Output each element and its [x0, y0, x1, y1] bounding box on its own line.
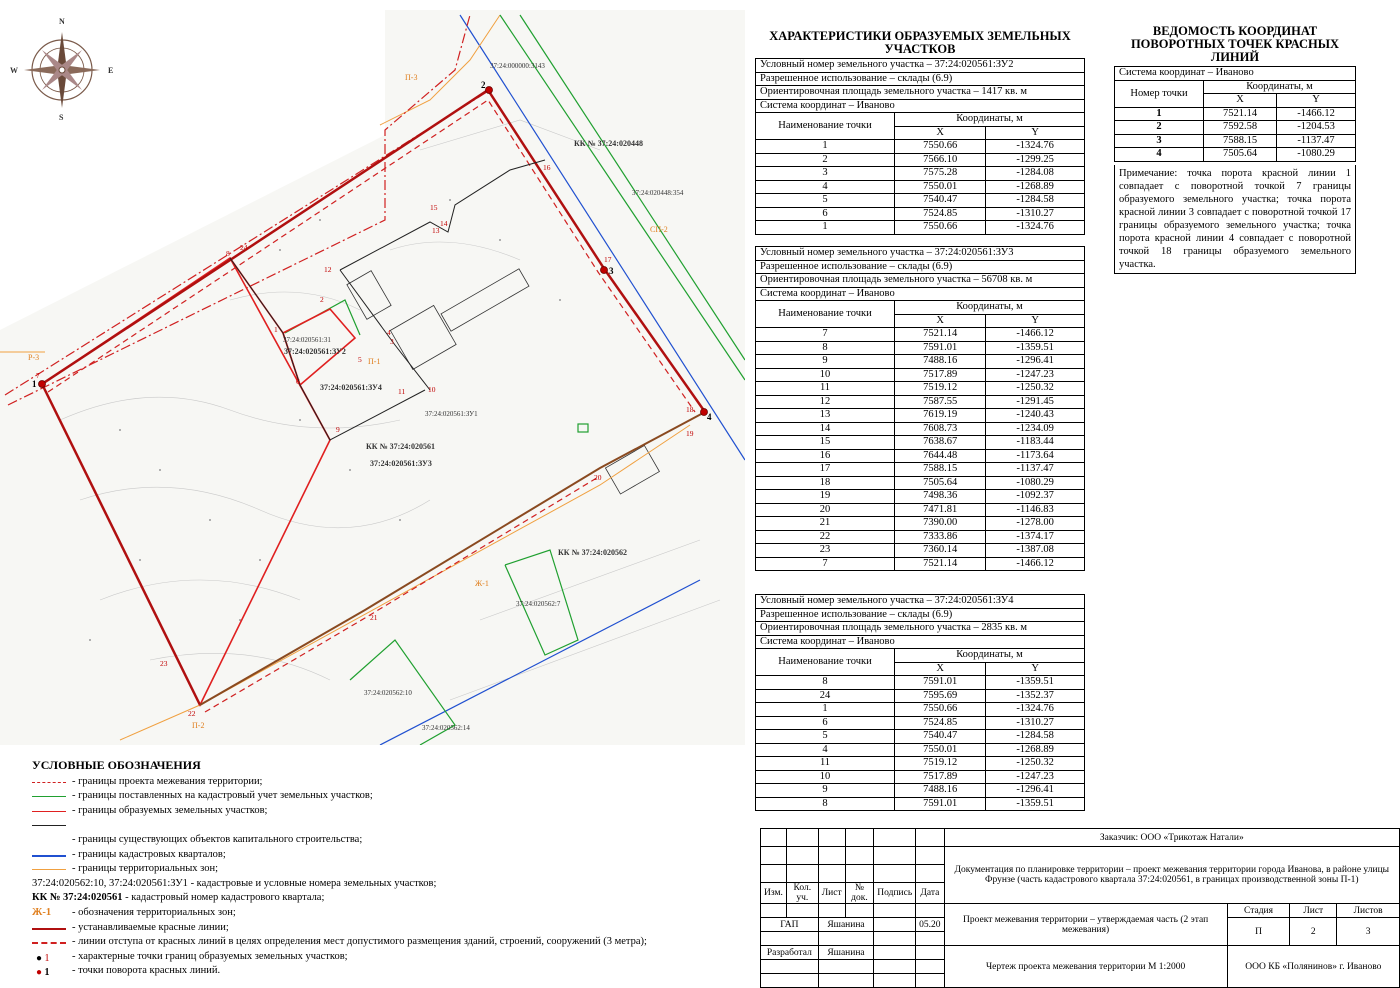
- table-cell-point: 11: [756, 382, 895, 396]
- table-cell-x: 7390.00: [895, 517, 986, 531]
- table-cell-y: -1137.47: [986, 463, 1085, 477]
- table-row: [756, 449, 1085, 463]
- table-cell-point: 16: [756, 449, 895, 463]
- table-cell-point: 2: [1115, 121, 1204, 135]
- table-cell-y: -1324.76: [986, 703, 1085, 717]
- table-cell-x: 7488.16: [895, 355, 986, 369]
- table3-parcel: Условный номер земельного участка – 37:24:020561:ЗУ4: [756, 595, 1085, 609]
- table-row: [756, 153, 1085, 167]
- svg-text:4: 4: [387, 328, 391, 337]
- table-cell-point: 10: [756, 368, 895, 382]
- table-cell-x: 7591.01: [895, 676, 986, 690]
- table-cell-point: 4: [1115, 148, 1204, 162]
- svg-text:E: E: [108, 66, 114, 75]
- stamp-h-date: Дата: [916, 883, 944, 904]
- table-cell-x: 7591.01: [895, 341, 986, 355]
- table-row: [756, 341, 1085, 355]
- table-row: [756, 395, 1085, 409]
- table3-system: Система координат – Иваново: [756, 635, 1085, 649]
- table2-system: Система координат – Иваново: [756, 287, 1085, 301]
- table-cell-x: 7471.81: [895, 503, 986, 517]
- table-cell-y: -1247.23: [986, 770, 1085, 784]
- table-row: [756, 716, 1085, 730]
- table-cell-point: 4: [756, 743, 895, 757]
- legend-item-buildings: - границы существующих объектов капитального строительства;: [72, 833, 363, 845]
- table-cell-point: 14: [756, 422, 895, 436]
- table-cell-point: 3: [1115, 134, 1204, 148]
- table-cell-y: -1284.08: [986, 167, 1085, 181]
- legend-item-cad-numbers: 37:24:020562:10, 37:24:020561:ЗУ1 - кадастровые и условные номера земельных участков;: [32, 877, 437, 889]
- table1-system: Система координат – Иваново: [756, 99, 1085, 113]
- table-cell-y: -1324.76: [986, 221, 1085, 235]
- svg-text:15: 15: [430, 203, 438, 212]
- table-cell-point: 12: [756, 395, 895, 409]
- svg-text:S: S: [59, 113, 64, 122]
- table-row: [756, 328, 1085, 342]
- table1-area: Ориентировочная площадь земельного участка – 1417 кв. м: [756, 86, 1085, 100]
- label-p0000: 37:24:000000:3143: [490, 62, 545, 70]
- red-system: Система координат – Иваново: [1115, 67, 1356, 81]
- table-cell-x: 7588.15: [1204, 134, 1277, 148]
- table-row: [756, 743, 1085, 757]
- table-cell-point: 9: [756, 355, 895, 369]
- table-row: [1115, 134, 1356, 148]
- legend-item-project-boundary: - границы проекта межевания территории;: [32, 775, 752, 790]
- svg-text:3: 3: [390, 337, 394, 346]
- table-cell-x: 7644.48: [895, 449, 986, 463]
- legend-item-cadastral-parcels: - границы поставленных на кадастровый учет земельных участков;: [32, 789, 752, 804]
- stamp-document: Документация по планировке территории – проект межевания территории города Иванова, в районе улицы Фрунзе (часть кадастрового квартала 37:24:020561, в границах производственной зоны П-1): [944, 847, 1399, 904]
- stamp-stage: П: [1227, 918, 1290, 946]
- zone-zh1: Ж-1: [475, 579, 489, 588]
- stamp-org: ООО КБ «Полянинов» г. Иваново: [1227, 946, 1399, 988]
- legend-item-zones: - границы территориальных зон;: [32, 862, 752, 877]
- table-row: [756, 382, 1085, 396]
- table-cell-x: 7498.36: [895, 490, 986, 504]
- stamp-drawing: Чертеж проекта межевания территории М 1:2000: [944, 946, 1227, 988]
- table-cell-x: 7521.14: [895, 557, 986, 571]
- table-cell-point: 2: [756, 153, 895, 167]
- table-cell-y: -1234.09: [986, 422, 1085, 436]
- table-cell-x: 7505.64: [1204, 148, 1277, 162]
- table-cell-x: 7521.14: [895, 328, 986, 342]
- red-lines-note: Примечание: точка порота красной линии 1 совпадает с поворотной точкой 7 границы образуемого земельного участка; точка порота красной линии 3 совпадает с поворотной точкой 17 границы образуемого земельного участка; точка порота красной линии 4 совпадает с поворотной точкой 18 границы образуемого земельного участка.: [1114, 165, 1356, 274]
- svg-text:14: 14: [440, 219, 448, 228]
- table-cell-point: 19: [756, 490, 895, 504]
- table-cell-y: -1299.25: [986, 153, 1085, 167]
- table-row: [1115, 121, 1356, 135]
- label-zu3: 37:24:020561:ЗУ3: [370, 459, 432, 468]
- svg-text:6: 6: [296, 377, 300, 386]
- table-row: [756, 194, 1085, 208]
- table-cell-point: 10: [756, 770, 895, 784]
- table-row: [756, 557, 1085, 571]
- table-cell-x: 7550.66: [895, 140, 986, 154]
- table-row: [756, 180, 1085, 194]
- table-cell-y: -1359.51: [986, 676, 1085, 690]
- label-kk-020448: КК № 37:24:020448: [574, 139, 643, 148]
- zone-p2: П-2: [192, 721, 205, 730]
- table-cell-point: 5: [756, 730, 895, 744]
- label-p354: 37:24:020448:354: [632, 189, 684, 197]
- svg-text:12: 12: [324, 265, 332, 274]
- table-cell-point: 8: [756, 676, 895, 690]
- svg-text:2: 2: [320, 295, 324, 304]
- table-cell-x: 7550.66: [895, 221, 986, 235]
- table-cell-point: 4: [756, 180, 895, 194]
- table-cell-x: 7519.12: [895, 757, 986, 771]
- svg-text:W: W: [10, 66, 18, 75]
- table-cell-y: -1278.00: [986, 517, 1085, 531]
- table-cell-y: -1352.37: [986, 689, 1085, 703]
- table-cell-y: -1324.76: [986, 140, 1085, 154]
- stamp-sheets: 3: [1337, 918, 1400, 946]
- table-cell-y: -1247.23: [986, 368, 1085, 382]
- table1-col-y: Y: [986, 126, 1085, 140]
- svg-text:16: 16: [543, 163, 551, 172]
- table2-col-y: Y: [986, 314, 1085, 328]
- table-row: [756, 530, 1085, 544]
- svg-text:11: 11: [398, 387, 406, 396]
- table-cell-point: 6: [756, 207, 895, 221]
- table-cell-x: 7540.47: [895, 194, 986, 208]
- table-zu2: [755, 58, 1085, 235]
- svg-text:9: 9: [336, 425, 340, 434]
- legend-title: УСЛОВНЫЕ ОБОЗНАЧЕНИЯ: [32, 758, 201, 772]
- table-row: [756, 167, 1085, 181]
- table-cell-point: 13: [756, 409, 895, 423]
- table2-col-name: Наименование точки: [756, 301, 895, 328]
- table-cell-x: 7588.15: [895, 463, 986, 477]
- svg-text:22: 22: [188, 709, 196, 718]
- legend-item-formed-parcels: - границы образуемых земельных участков;: [32, 804, 752, 819]
- table-cell-y: -1291.45: [986, 395, 1085, 409]
- svg-text:2: 2: [481, 80, 486, 90]
- stamp-gap-date: 05.20: [916, 918, 944, 932]
- table-cell-y: -1374.17: [986, 530, 1085, 544]
- red-col-name: Номер точки: [1115, 80, 1204, 107]
- table-cell-y: -1250.32: [986, 382, 1085, 396]
- table-cell-y: -1466.12: [986, 557, 1085, 571]
- label-p210: 37:24:020562:10: [364, 689, 412, 697]
- stamp-sheet-h: Лист: [1290, 904, 1337, 918]
- table-cell-x: 7488.16: [895, 784, 986, 798]
- label-zu1: 37:24:020561:ЗУ1: [425, 410, 478, 418]
- table-cell-x: 7638.67: [895, 436, 986, 450]
- table-cell-point: 1: [756, 140, 895, 154]
- table-cell-point: 15: [756, 436, 895, 450]
- table-cell-x: 7521.14: [1204, 107, 1277, 121]
- stamp-customer: Заказчик: ООО «Трикотаж Натали»: [944, 829, 1399, 847]
- table-cell-y: -1359.51: [986, 797, 1085, 811]
- table2-col-coords: Координаты, м: [895, 301, 1085, 315]
- table-cell-x: 7550.01: [895, 743, 986, 757]
- table-row: [756, 490, 1085, 504]
- legend-item-points: ● 1 - характерные точки границ образуемых земельных участков;: [36, 950, 348, 964]
- legend-item-quarters: - границы кадастровых кварталов;: [32, 848, 752, 863]
- svg-text:23: 23: [160, 659, 168, 668]
- table-row: [756, 503, 1085, 517]
- legend-item-setback: - линии отступа от красных линий в целях определения мест допустимого размещения зданий, строений, сооружений (3 метра);: [32, 935, 752, 950]
- table-cell-x: 7360.14: [895, 544, 986, 558]
- table-cell-x: 7591.01: [895, 797, 986, 811]
- table-cell-point: 8: [756, 797, 895, 811]
- table-row: [756, 355, 1085, 369]
- svg-text:1: 1: [32, 379, 37, 389]
- table-cell-y: -1240.43: [986, 409, 1085, 423]
- stamp-h-list: Лист: [818, 883, 845, 904]
- table2-area: Ориентировочная площадь земельного участка – 56708 кв. м: [756, 274, 1085, 288]
- legend: [32, 758, 752, 979]
- table-cell-x: 7505.64: [895, 476, 986, 490]
- red-col-x: X: [1204, 94, 1277, 108]
- table-cell-x: 7619.19: [895, 409, 986, 423]
- stamp-sheet: 2: [1290, 918, 1337, 946]
- table-cell-point: 23: [756, 544, 895, 558]
- table-cell-y: -1092.37: [986, 490, 1085, 504]
- svg-text:4: 4: [707, 412, 712, 422]
- table-row: [1115, 148, 1356, 162]
- table2-col-x: X: [895, 314, 986, 328]
- zone-p3: П-3: [405, 73, 418, 82]
- svg-text:N: N: [59, 17, 65, 26]
- stamp-project: Проект межевания территории – утверждаемая часть (2 этап межевания): [944, 904, 1227, 946]
- stamp-dev-role: Разработал: [761, 946, 819, 960]
- table-cell-point: 1: [756, 221, 895, 235]
- table-cell-y: -1080.29: [1277, 148, 1356, 162]
- red-col-coords: Координаты, м: [1204, 80, 1356, 94]
- table1-col-x: X: [895, 126, 986, 140]
- zone-sp2: СП-2: [650, 225, 668, 234]
- table-cell-y: -1268.89: [986, 743, 1085, 757]
- table1-use: Разрешенное использование – склады (6.9): [756, 72, 1085, 86]
- table-cell-point: 1: [1115, 107, 1204, 121]
- table3-col-x: X: [895, 662, 986, 676]
- table3-use: Разрешенное использование – склады (6.9): [756, 608, 1085, 622]
- svg-text:7: 7: [36, 371, 40, 380]
- label-p31: 37:24:020561:31: [283, 336, 331, 344]
- table-cell-y: -1296.41: [986, 355, 1085, 369]
- table-row: [756, 770, 1085, 784]
- stamp-sheets-h: Листов: [1337, 904, 1400, 918]
- svg-text:8: 8: [226, 249, 230, 258]
- table-cell-y: -1310.27: [986, 207, 1085, 221]
- table1-parcel: Условный номер земельного участка – 37:24:020561:ЗУ2: [756, 59, 1085, 73]
- stamp-h-izm: Изм.: [761, 883, 787, 904]
- table1-col-name: Наименование точки: [756, 113, 895, 140]
- label-p214: 37:24:020562:14: [422, 724, 470, 732]
- table-cell-y: -1250.32: [986, 757, 1085, 771]
- table-cell-point: 5: [756, 194, 895, 208]
- table-cell-y: -1284.58: [986, 194, 1085, 208]
- table-cell-x: 7540.47: [895, 730, 986, 744]
- table-cell-y: -1080.29: [986, 476, 1085, 490]
- svg-text:20: 20: [594, 473, 602, 482]
- table-row: [756, 784, 1085, 798]
- title-block: [760, 828, 1400, 986]
- table-cell-point: 8: [756, 341, 895, 355]
- label-zu2: 37:24:020561:ЗУ2: [284, 347, 346, 356]
- table-cell-y: -1387.08: [986, 544, 1085, 558]
- svg-text:24: 24: [240, 243, 248, 252]
- label-kk-020562: КК № 37:24:020562: [558, 548, 627, 557]
- table-cell-y: -1146.83: [986, 503, 1085, 517]
- table1-title: ХАРАКТЕРИСТИКИ ОБРАЗУЕМЫХ ЗЕМЕЛЬНЫХ УЧАСТКОВ: [769, 29, 1071, 56]
- stamp-stage-h: Стадия: [1227, 904, 1290, 918]
- table-cell-x: 7550.01: [895, 180, 986, 194]
- table-cell-point: 7: [756, 557, 895, 571]
- red-col-y: Y: [1277, 94, 1356, 108]
- table-cell-point: 18: [756, 476, 895, 490]
- table-cell-y: -1137.47: [1277, 134, 1356, 148]
- table3-col-y: Y: [986, 662, 1085, 676]
- table-cell-point: 11: [756, 757, 895, 771]
- table-row: [756, 140, 1085, 154]
- table-row: [756, 476, 1085, 490]
- table3-col-name: Наименование точки: [756, 649, 895, 676]
- legend-item-kk: КК № 37:24:020561 - кадастровый номер кадастрового квартала;: [32, 892, 325, 904]
- table-cell-x: 7575.28: [895, 167, 986, 181]
- table-cell-y: -1183.44: [986, 436, 1085, 450]
- table-cell-x: 7517.89: [895, 368, 986, 382]
- stamp-h-sign: Подпись: [874, 883, 916, 904]
- table-zu3: [755, 246, 1085, 571]
- zone-r3: Р-3: [28, 353, 40, 362]
- survey-map: [0, 0, 745, 745]
- table2-parcel: Условный номер земельного участка – 37:24:020561:ЗУ3: [756, 247, 1085, 261]
- label-kk-020561: КК № 37:24:020561: [366, 442, 435, 451]
- red-lines-title: ВЕДОМОСТЬ КООРДИНАТ ПОВОРОТНЫХ ТОЧЕК КРАСНЫХ ЛИНИЙ: [1130, 24, 1340, 64]
- table-cell-point: 1: [756, 703, 895, 717]
- table-row: [756, 463, 1085, 477]
- legend-item-buildings-swatch: [32, 818, 752, 833]
- label-p27: 37:24:020562:7: [516, 600, 561, 608]
- svg-text:10: 10: [428, 385, 436, 394]
- table-cell-y: -1359.51: [986, 341, 1085, 355]
- svg-text:19: 19: [686, 429, 694, 438]
- table-cell-x: 7592.58: [1204, 121, 1277, 135]
- table-cell-point: 17: [756, 463, 895, 477]
- table-row: [756, 436, 1085, 450]
- table-row: [756, 797, 1085, 811]
- table-row: [756, 517, 1085, 531]
- stamp-h-doc: № док.: [845, 883, 874, 904]
- table-cell-x: 7519.12: [895, 382, 986, 396]
- table-row: [756, 368, 1085, 382]
- table-row: [756, 221, 1085, 235]
- red-lines-table: [1114, 66, 1356, 162]
- table-cell-point: 3: [756, 167, 895, 181]
- table2-use: Разрешенное использование – склады (6.9): [756, 260, 1085, 274]
- table3-area: Ориентировочная площадь земельного участка – 2835 кв. м: [756, 622, 1085, 636]
- table-cell-y: -1268.89: [986, 180, 1085, 194]
- table-cell-x: 7566.10: [895, 153, 986, 167]
- table-cell-y: -1466.12: [986, 328, 1085, 342]
- table1-col-coords: Координаты, м: [895, 113, 1085, 127]
- table-cell-y: -1173.64: [986, 449, 1085, 463]
- table-row: [756, 207, 1085, 221]
- table-cell-x: 7517.89: [895, 770, 986, 784]
- table-cell-y: -1204.53: [1277, 121, 1356, 135]
- table-cell-y: -1284.58: [986, 730, 1085, 744]
- table-cell-y: -1466.12: [1277, 107, 1356, 121]
- table-cell-x: 7524.85: [895, 207, 986, 221]
- legend-item-zone-codes: Ж-1 - обозначения территориальных зон;: [32, 906, 236, 918]
- table-row: [756, 422, 1085, 436]
- legend-item-red-lines: - устанавливаемые красные линии;: [32, 921, 752, 936]
- stamp-h-kol: Кол. уч.: [786, 883, 818, 904]
- table-cell-x: 7608.73: [895, 422, 986, 436]
- table3-col-coords: Координаты, м: [895, 649, 1085, 663]
- table-cell-x: 7524.85: [895, 716, 986, 730]
- label-zu4: 37:24:020561:ЗУ4: [320, 383, 382, 392]
- table-row: [756, 703, 1085, 717]
- legend-item-red-points: ● 1 - точки поворота красных линий.: [36, 965, 221, 979]
- svg-text:18: 18: [686, 405, 694, 414]
- table-cell-point: 22: [756, 530, 895, 544]
- table-cell-x: 7550.66: [895, 703, 986, 717]
- table-row: [756, 676, 1085, 690]
- table-cell-point: 6: [756, 716, 895, 730]
- table-cell-x: 7333.86: [895, 530, 986, 544]
- table-row: [756, 730, 1085, 744]
- table-row: [756, 409, 1085, 423]
- svg-text:17: 17: [604, 255, 612, 264]
- table-cell-point: 24: [756, 689, 895, 703]
- table-cell-point: 20: [756, 503, 895, 517]
- table-zu4: [755, 594, 1085, 811]
- table-row: [756, 544, 1085, 558]
- table-cell-x: 7595.69: [895, 689, 986, 703]
- table-row: [756, 757, 1085, 771]
- svg-text:5: 5: [358, 355, 362, 364]
- table-cell-point: 21: [756, 517, 895, 531]
- table-cell-point: 9: [756, 784, 895, 798]
- zone-p1: П-1: [368, 357, 381, 366]
- svg-text:3: 3: [609, 266, 614, 276]
- svg-text:1: 1: [274, 325, 278, 334]
- table-cell-y: -1296.41: [986, 784, 1085, 798]
- stamp-dev-name: Яшанина: [818, 946, 874, 960]
- table-cell-y: -1310.27: [986, 716, 1085, 730]
- table-row: [1115, 107, 1356, 121]
- svg-text:13: 13: [432, 226, 440, 235]
- table-cell-x: 7587.55: [895, 395, 986, 409]
- stamp-gap-role: ГАП: [761, 918, 819, 932]
- svg-text:21: 21: [370, 613, 378, 622]
- table-row: [756, 689, 1085, 703]
- stamp-gap-name: Яшанина: [818, 918, 874, 932]
- table-cell-point: 7: [756, 328, 895, 342]
